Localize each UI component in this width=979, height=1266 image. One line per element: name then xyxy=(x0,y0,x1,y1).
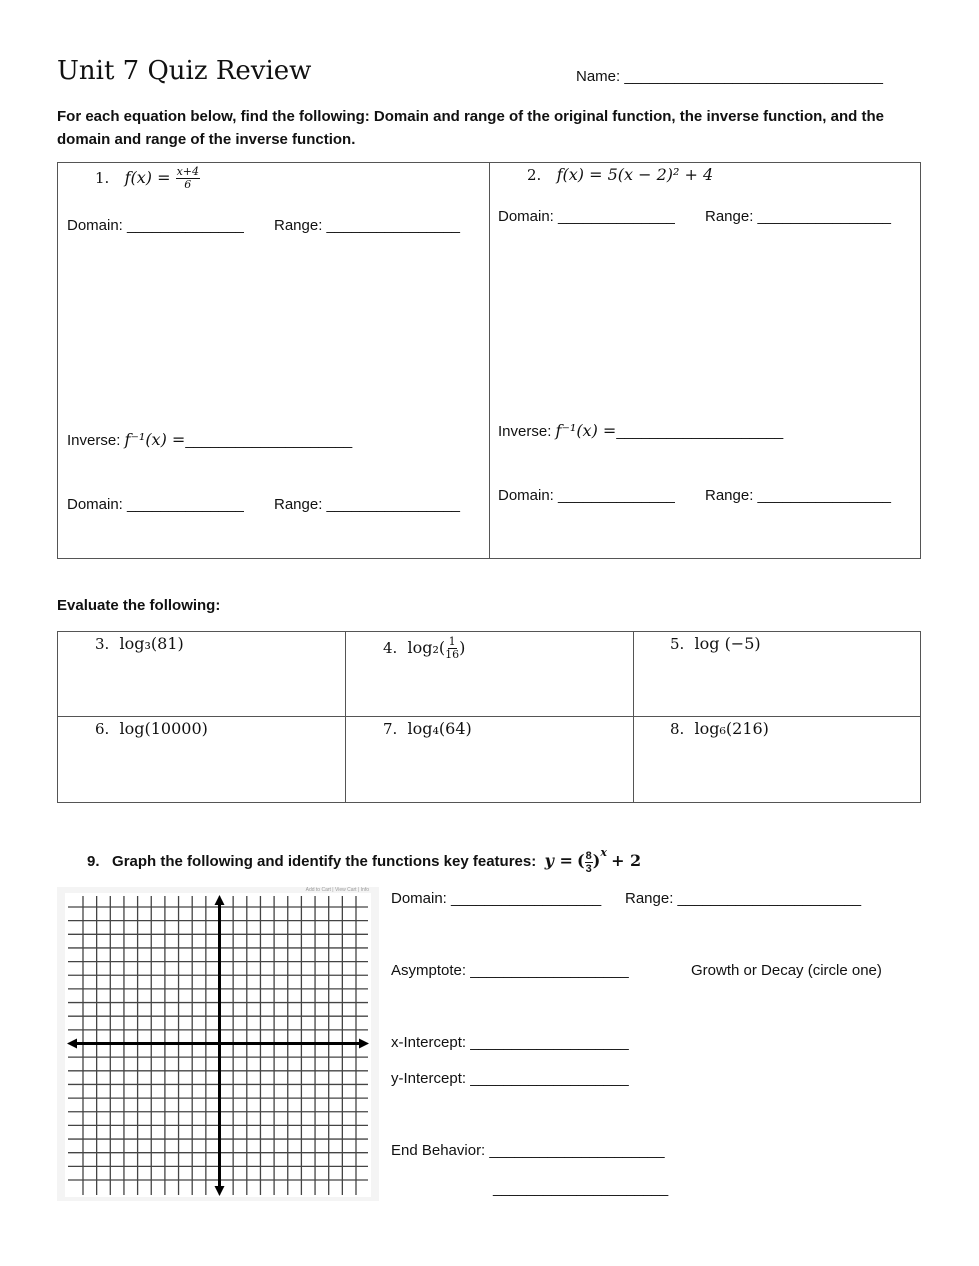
problem-1: 1. f(x) = $\frac{x+4}{6}$ xyxy=(95,165,200,191)
divider xyxy=(57,716,921,717)
range-2[interactable]: Range: ________________ xyxy=(705,208,892,225)
evaluate-heading: Evaluate the following: xyxy=(57,597,221,614)
q9-y-intercept[interactable]: y-Intercept: ___________________ xyxy=(391,1070,629,1087)
q9-end-behavior[interactable]: End Behavior: _____________________ xyxy=(391,1142,665,1159)
q9-growth-decay: Growth or Decay (circle one) xyxy=(691,962,882,979)
eval-8: 8. log₆(216) xyxy=(670,719,769,738)
coordinate-grid[interactable] xyxy=(65,893,371,1197)
q9-end-behavior-2[interactable]: _____________________ xyxy=(493,1180,669,1197)
graph-panel xyxy=(57,887,379,1201)
inv-domain-2[interactable]: Domain: ______________ xyxy=(498,487,675,504)
eval-6: 6. log(10000) xyxy=(95,719,208,738)
q9-domain[interactable]: Domain: __________________ xyxy=(391,890,602,907)
eval-7: 7. log₄(64) xyxy=(383,719,472,738)
inv-range-1[interactable]: Range: ________________ xyxy=(274,496,461,513)
divider xyxy=(633,631,634,803)
problem-2: 2. f(x) = 5(x − 2)² + 4 xyxy=(527,165,714,184)
inv-domain-1[interactable]: Domain: ______________ xyxy=(67,496,244,513)
evaluate-table xyxy=(57,631,921,803)
divider xyxy=(489,162,490,559)
range-1[interactable]: Range: ________________ xyxy=(274,217,461,234)
fraction: $\frac{1}{16}$ xyxy=(445,635,460,661)
domain-2[interactable]: Domain: ______________ xyxy=(498,208,675,225)
eval-5: 5. log (−5) xyxy=(670,634,761,653)
fraction: $\frac{x+4}{6}$ xyxy=(176,165,200,191)
q9-range[interactable]: Range: ______________________ xyxy=(625,890,862,907)
domain-1[interactable]: Domain: ______________ xyxy=(67,217,244,234)
instructions: For each equation below, find the following: Domain and range of the original function, the inverse function, and the domain and range of the inverse function. xyxy=(57,108,884,148)
divider xyxy=(345,631,346,803)
q9-prompt: 9. Graph the following and identify the functions key features: y = ( $\frac{8}{3}$ )$^x$ + 2 xyxy=(87,846,642,875)
inverse-1[interactable]: Inverse: f⁻¹(x) =____________________ xyxy=(67,430,353,449)
inverse-2[interactable]: Inverse: f⁻¹(x) =____________________ xyxy=(498,421,784,440)
page-title: Unit 7 Quiz Review xyxy=(57,56,312,86)
q9-asymptote[interactable]: Asymptote: ___________________ xyxy=(391,962,629,979)
fraction: $\frac{8}{3}$ xyxy=(585,849,592,875)
eval-4: 4. log₂( $\frac{1}{16}$ ) xyxy=(383,635,466,661)
name-field[interactable]: Name: _______________________________ xyxy=(576,68,883,85)
graph-watermark: Add to Cart | View Cart | Info xyxy=(305,887,369,893)
eval-3: 3. log₃(81) xyxy=(95,634,184,653)
inv-range-2[interactable]: Range: ________________ xyxy=(705,487,892,504)
q9-x-intercept[interactable]: x-Intercept: ___________________ xyxy=(391,1034,629,1051)
